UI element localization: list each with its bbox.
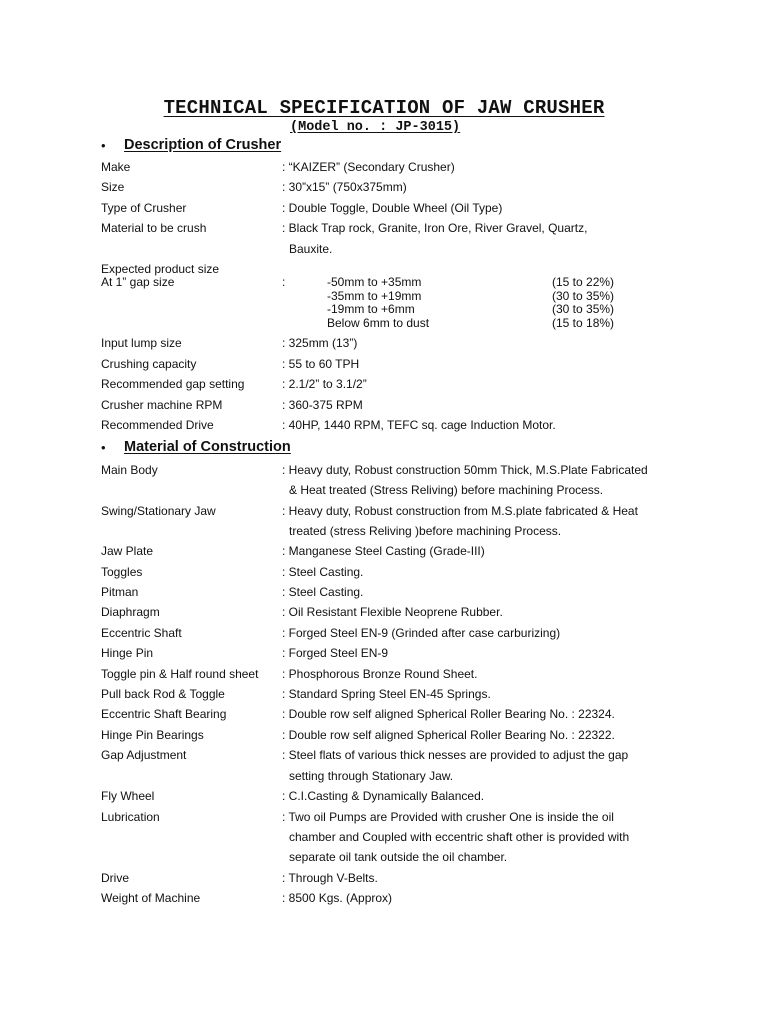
spec-row-weight bbox=[101, 888, 701, 908]
spec-row-main-body bbox=[101, 460, 701, 480]
product-percentage: (30 to 35%) bbox=[552, 302, 615, 316]
product-percentage: (30 to 35%) bbox=[552, 289, 615, 303]
spec-value: : Black Trap rock, Granite, Iron Ore, River Gravel, Quartz, bbox=[282, 221, 588, 235]
spec-row-hinge-bearings bbox=[101, 725, 701, 745]
spec-label: Input lump size bbox=[101, 336, 182, 350]
section-heading-label: Description of Crusher bbox=[124, 137, 282, 153]
spec-row-toggles bbox=[101, 562, 701, 582]
spec-value: : Manganese Steel Casting (Grade-III) bbox=[282, 544, 485, 558]
spec-row-capacity bbox=[101, 354, 701, 374]
spec-value: : 8500 Kgs. (Approx) bbox=[282, 891, 393, 905]
spec-value: : 40HP, 1440 RPM, TEFC sq. cage Induction Motor. bbox=[282, 418, 556, 432]
section-heading-label: Material of Construction bbox=[124, 439, 291, 455]
spec-value: : 2.1/2” to 3.1/2” bbox=[282, 377, 367, 391]
spec-label: Eccentric Shaft bbox=[101, 626, 182, 640]
spec-label: Type of Crusher bbox=[101, 201, 187, 215]
model-number: (Model no. : JP-3015) bbox=[290, 120, 461, 135]
spec-value: : Double row self aligned Spherical Roller Bearing No. : 22322. bbox=[282, 728, 615, 742]
spec-label: Drive bbox=[101, 871, 130, 885]
spec-row-make bbox=[101, 157, 701, 177]
spec-value: : 360-375 RPM bbox=[282, 398, 363, 412]
spec-value: : Steel Casting. bbox=[282, 585, 364, 599]
spec-row-input-lump bbox=[101, 333, 701, 353]
spec-value: : C.I.Casting & Dynamically Balanced. bbox=[282, 789, 485, 803]
spec-row-swing-jaw bbox=[101, 501, 701, 521]
spec-row-gap-adjustment bbox=[101, 745, 701, 765]
spec-row-drive-belts bbox=[101, 868, 701, 888]
spec-label: Eccentric Shaft Bearing bbox=[101, 707, 227, 721]
spec-label: Fly Wheel bbox=[101, 789, 155, 803]
spec-row-drive bbox=[101, 415, 701, 435]
section-heading-construction bbox=[101, 437, 291, 457]
spec-value: : 55 to 60 TPH bbox=[282, 357, 360, 371]
spec-row-jaw-plate bbox=[101, 541, 701, 561]
spec-value: : Two oil Pumps are Provided with crusher One is inside the oil bbox=[282, 810, 614, 824]
spec-label: Toggle pin & Half round sheet bbox=[101, 667, 259, 681]
gap-size-label: At 1” gap size bbox=[101, 275, 175, 289]
document-title: TECHNICAL SPECIFICATION OF JAW CRUSHER bbox=[163, 97, 605, 119]
spec-label: Lubrication bbox=[101, 810, 160, 824]
spec-label: Pull back Rod & Toggle bbox=[101, 687, 225, 701]
spec-label: Crusher machine RPM bbox=[101, 398, 223, 412]
spec-label: Gap Adjustment bbox=[101, 748, 187, 762]
spec-row-gap-setting bbox=[101, 374, 701, 394]
spec-value: : Steel Casting. bbox=[282, 565, 364, 579]
spec-label: Recommended Drive bbox=[101, 418, 214, 432]
spec-row-fly-wheel bbox=[101, 786, 701, 806]
product-range: -35mm to +19mm bbox=[327, 289, 422, 303]
spec-label: Size bbox=[101, 180, 125, 194]
spec-label: Material to be crush bbox=[101, 221, 207, 235]
product-range: -19mm to +6mm bbox=[327, 302, 415, 316]
spec-value-continuation: & Heat treated (Stress Reliving) before machining Process. bbox=[289, 483, 604, 497]
spec-label: Make bbox=[101, 160, 131, 174]
spec-label: Swing/Stationary Jaw bbox=[101, 504, 216, 518]
spec-row-hinge-pin bbox=[101, 643, 701, 663]
spec-row-diaphragm bbox=[101, 602, 701, 622]
spec-value: : Double row self aligned Spherical Roller Bearing No. : 22324. bbox=[282, 707, 615, 721]
spec-label: Hinge Pin Bearings bbox=[101, 728, 204, 742]
spec-label: Recommended gap setting bbox=[101, 377, 245, 391]
spec-value: : Forged Steel EN-9 (Grinded after case carburizing) bbox=[282, 626, 561, 640]
spec-value: : Heavy duty, Robust construction 50mm Thick, M.S.Plate Fabricated bbox=[282, 463, 648, 477]
spec-label: Jaw Plate bbox=[101, 544, 154, 558]
spec-value: : Heavy duty, Robust construction from M.S.plate fabricated & Heat bbox=[282, 504, 638, 518]
product-percentage: (15 to 22%) bbox=[552, 275, 615, 289]
spec-row-material bbox=[101, 218, 701, 238]
spec-label: Main Body bbox=[101, 463, 158, 477]
bullet-icon: • bbox=[101, 137, 106, 153]
spec-value-continuation: Bauxite. bbox=[289, 242, 333, 256]
spec-label: Weight of Machine bbox=[101, 891, 201, 905]
spec-row-toggle-pin bbox=[101, 664, 701, 684]
spec-row-type bbox=[101, 198, 701, 218]
product-percentage: (15 to 18%) bbox=[552, 316, 615, 330]
spec-label: Pitman bbox=[101, 585, 139, 599]
section-heading-description bbox=[101, 135, 281, 155]
spec-value: : Forged Steel EN-9 bbox=[282, 646, 389, 660]
spec-row-pitman bbox=[101, 582, 701, 602]
spec-row-lubrication bbox=[101, 807, 701, 827]
spec-value: : “KAIZER” (Secondary Crusher) bbox=[282, 160, 455, 174]
spec-value-continuation: chamber and Coupled with eccentric shaft other is provided with bbox=[289, 830, 630, 844]
spec-value: : Phosphorous Bronze Round Sheet. bbox=[282, 667, 478, 681]
spec-row-size bbox=[101, 177, 701, 197]
product-range: Below 6mm to dust bbox=[327, 316, 430, 330]
spec-value-continuation: treated (stress Reliving )before machining Process. bbox=[289, 524, 562, 538]
spec-label: Hinge Pin bbox=[101, 646, 154, 660]
spec-row-pull-back-rod bbox=[101, 684, 701, 704]
spec-label: Crushing capacity bbox=[101, 357, 197, 371]
spec-value: : Oil Resistant Flexible Neoprene Rubber. bbox=[282, 605, 503, 619]
spec-label: Diaphragm bbox=[101, 605, 160, 619]
spec-value-continuation: setting through Stationary Jaw. bbox=[289, 769, 454, 783]
product-size-colon: : bbox=[282, 275, 286, 289]
spec-value: : Through V-Belts. bbox=[282, 871, 378, 885]
spec-value-continuation: separate oil tank outside the oil chamber. bbox=[289, 850, 508, 864]
bullet-icon: • bbox=[101, 439, 106, 455]
spec-value: : 30”x15” (750x375mm) bbox=[282, 180, 407, 194]
spec-label: Toggles bbox=[101, 565, 143, 579]
product-size-label: Expected product size bbox=[101, 262, 220, 276]
product-range: -50mm to +35mm bbox=[327, 275, 422, 289]
spec-value: : Steel flats of various thick nesses are provided to adjust the gap bbox=[282, 748, 629, 762]
spec-value: : Double Toggle, Double Wheel (Oil Type) bbox=[282, 201, 503, 215]
spec-value: : 325mm (13”) bbox=[282, 336, 358, 350]
spec-value: : Standard Spring Steel EN-45 Springs. bbox=[282, 687, 491, 701]
spec-row-eccentric-shaft bbox=[101, 623, 701, 643]
spec-row-eccentric-bearing bbox=[101, 704, 701, 724]
spec-row-rpm bbox=[101, 395, 701, 415]
